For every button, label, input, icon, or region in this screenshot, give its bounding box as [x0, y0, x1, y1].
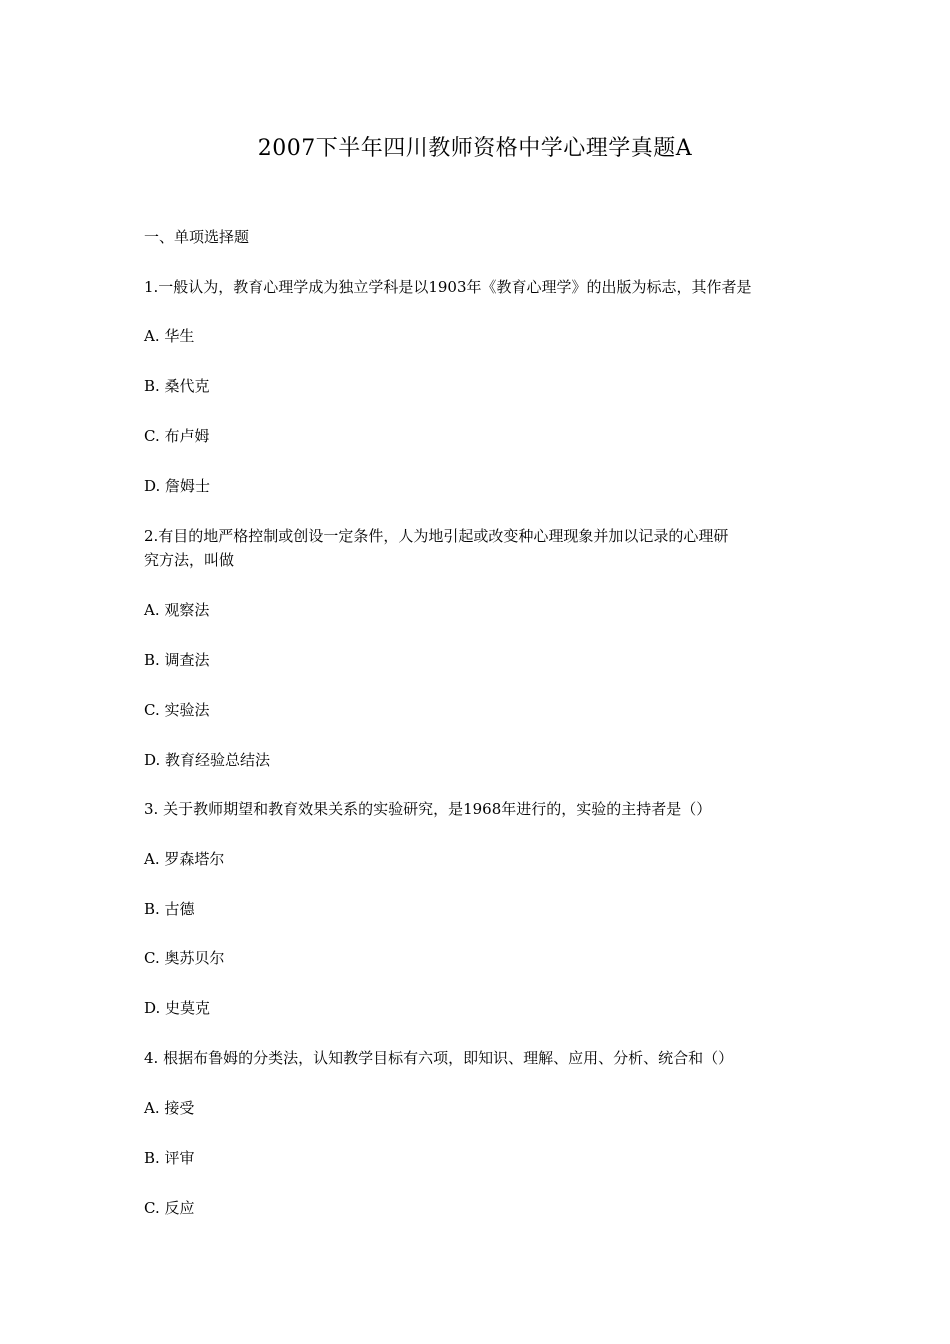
question-4-option-a: A. 接受 — [144, 1099, 195, 1117]
question-1-option-a: A. 华生 — [144, 327, 195, 345]
question-1-option-d: D. 詹姆士 — [144, 477, 211, 495]
section-heading: 一、单项选择题 — [144, 228, 250, 246]
question-2-option-b: B. 调查法 — [144, 651, 210, 669]
question-2-stem-line-1: 2.有目的地严格控制或创设一定条件，人为地引起或改变种心理现象并加以记录的心理研 — [144, 527, 729, 545]
question-3-option-b: B. 古德 — [144, 900, 195, 918]
question-1-option-c: C. 布卢姆 — [144, 427, 210, 445]
question-2-option-d: D. 教育经验总结法 — [144, 751, 271, 769]
document-title: 2007下半年四川教师资格中学心理学真题A — [257, 136, 693, 161]
question-4-option-b: B. 评审 — [144, 1149, 195, 1167]
question-3-option-d: D. 史莫克 — [144, 999, 211, 1017]
question-3-option-a: A. 罗森塔尔 — [144, 850, 225, 868]
question-1-option-b: B. 桑代克 — [144, 377, 210, 395]
question-2-stem-line-2: 究方法，叫做 — [144, 551, 235, 569]
question-2-option-c: C. 实验法 — [144, 701, 210, 719]
question-2-option-a: A. 观察法 — [144, 601, 210, 619]
question-1-stem: 1.一般认为，教育心理学成为独立学科是以1903年《教育心理学》的出版为标志，其作者是 — [144, 278, 752, 296]
question-3-stem: 3. 关于教师期望和教育效果关系的实验研究，是1968年进行的，实验的主持者是（） — [144, 800, 712, 818]
question-4-stem: 4. 根据布鲁姆的分类法，认知教学目标有六项，即知识、理解、应用、分析、统合和（） — [144, 1049, 734, 1067]
question-4-option-c: C. 反应 — [144, 1199, 195, 1217]
question-3-option-c: C. 奥苏贝尔 — [144, 949, 225, 967]
